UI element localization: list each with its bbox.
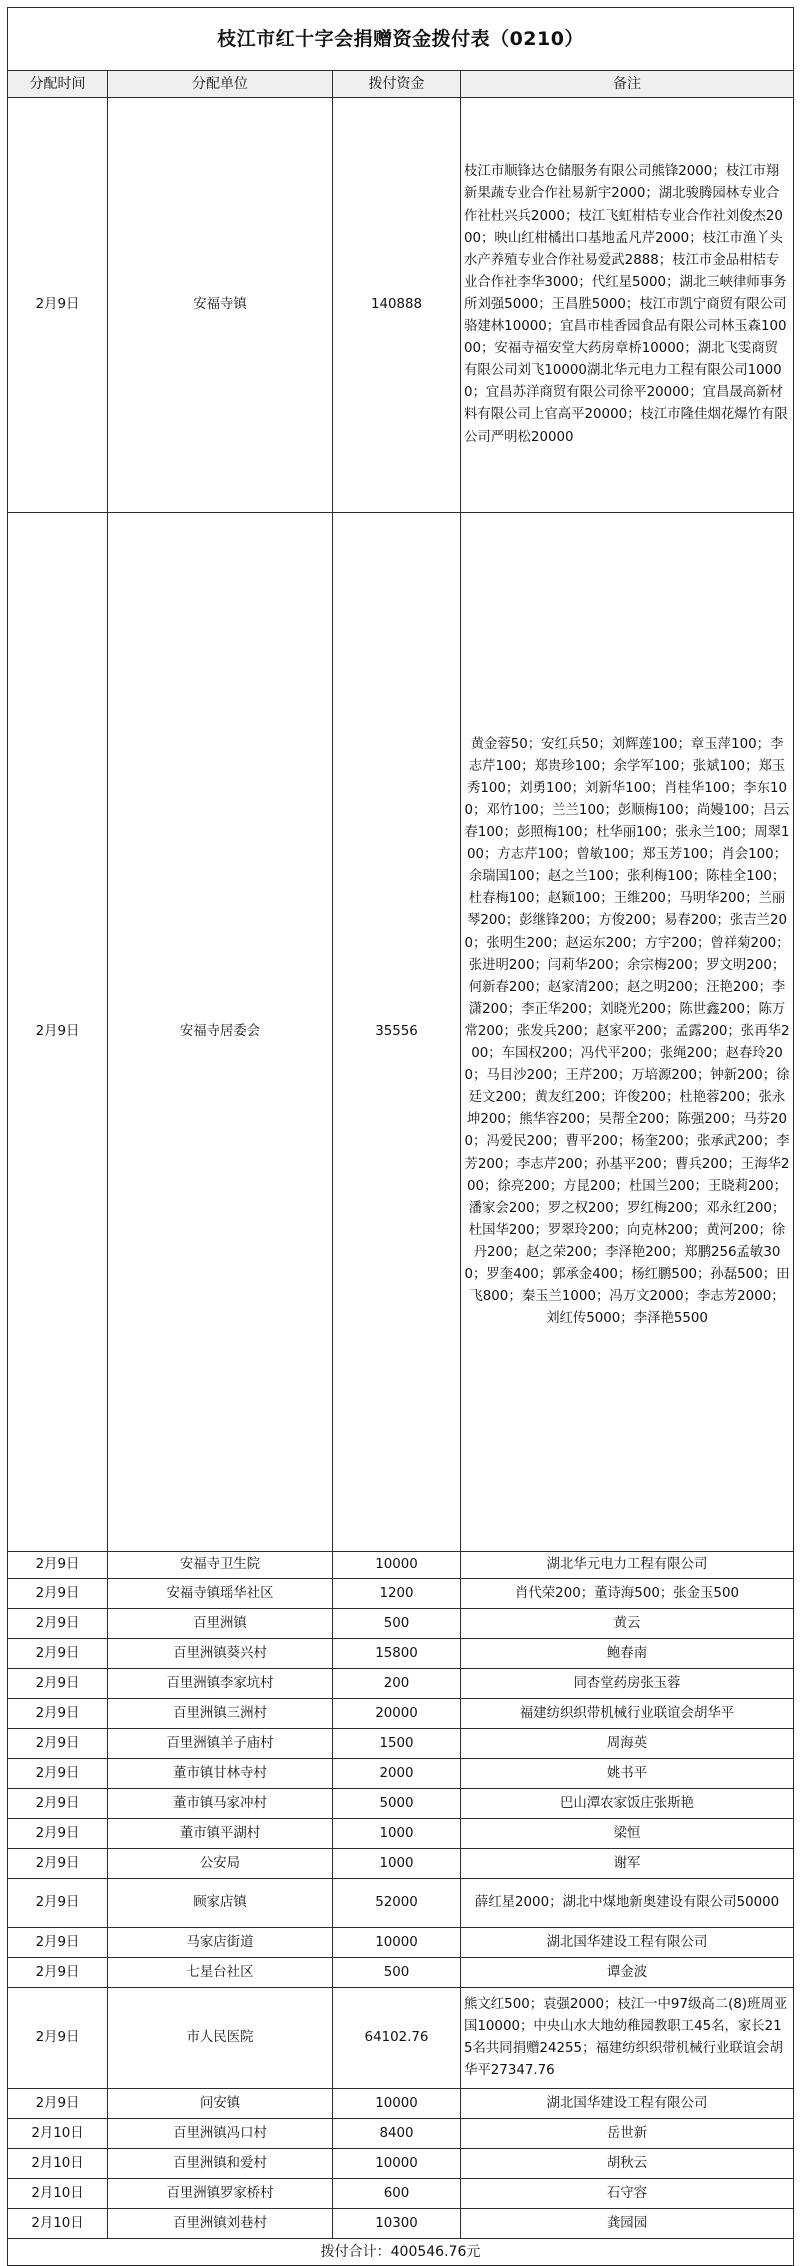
note-cell: 梁恒 bbox=[461, 1819, 794, 1849]
note-cell: 石守容 bbox=[461, 2179, 794, 2209]
note-cell: 黄金蓉50；安红兵50；刘辉莲100；章玉萍100；李志芹100；郑贵珍100；余学军100；张斌100；郑玉秀100；刘勇100；刘新华100；肖桂华100；李东100；邓竹100；兰兰100；彭顺梅100；尚嫚100；吕云春100；彭照梅100；杜华丽100；张永兰100；周翠100；方志芹100；曾敏100；郑玉芳100；肖会100；余瑞国100；赵之兰100；张利梅100；陈桂全100；杜春梅100；赵颖100；王维200；马明华200；兰丽琴200；彭继锋200；方俊200；易春200；张吉兰200；张明生200；赵运东200；方宇200；曾祥菊200；张进明200；闫莉华200；余宗梅200；罗文明200；何新春200；赵家清200；赵之明200；汪艳200；李潇200；李正华200；刘晓光200；陈世鑫200；陈万常200；张发兵200；赵家平200；孟露200；张再华200；车国权200；冯代平200；张绳200；赵春玲200；马目沙200；王芹200；万培源200；钟新200；徐廷文200；黄友红200；许俊200；杜艳蓉200；张永坤200；熊华容200；吴帮全200；陈强200；马芬200；冯爱民200；曹平200；杨奎200；张承武200；李芳200；李志芹200；孙基平200；曹兵200；王海华200；徐亮200；方昆200；杜国兰200；王晓莉200；潘家会200；罗之权200；罗红梅200；邓永红200；杜国华200；罗翠玲200；向克林200；黄河200；徐丹200；赵之荣200；李泽艳200；郑鹏256孟敏300；罗奎400；郭承金400；杨红鹏500；孙磊500；田飞800；秦玉兰1000；冯万文2000；李志芳2000；刘红传5000；李泽艳5500 bbox=[461, 513, 794, 1552]
header-unit: 分配单位 bbox=[108, 71, 333, 98]
unit-cell: 百里洲镇葵兴村 bbox=[108, 1639, 333, 1669]
unit-cell: 七星台社区 bbox=[108, 1958, 333, 1988]
table-row bbox=[8, 1928, 794, 1958]
note-cell: 鲍春南 bbox=[461, 1639, 794, 1669]
header-row bbox=[8, 71, 794, 98]
date-cell: 2月9日 bbox=[8, 1928, 108, 1958]
note-cell: 福建纺织织带机械行业联谊会胡华平 bbox=[461, 1699, 794, 1729]
table-row bbox=[8, 1759, 794, 1789]
note-cell: 姚书平 bbox=[461, 1759, 794, 1789]
date-cell: 2月9日 bbox=[8, 1789, 108, 1819]
date-cell: 2月9日 bbox=[8, 1609, 108, 1639]
table-row bbox=[8, 2089, 794, 2119]
date-cell: 2月10日 bbox=[8, 2209, 108, 2239]
date-cell: 2月10日 bbox=[8, 2119, 108, 2149]
note-cell: 谭金波 bbox=[461, 1958, 794, 1988]
date-cell: 2月9日 bbox=[8, 1639, 108, 1669]
note-cell: 湖北国华建设工程有限公司 bbox=[461, 2089, 794, 2119]
amount-cell: 2000 bbox=[333, 1759, 461, 1789]
amount-cell: 8400 bbox=[333, 2119, 461, 2149]
note-cell: 肖代荣200；董诗海500；张金玉500 bbox=[461, 1579, 794, 1609]
amount-cell: 500 bbox=[333, 1958, 461, 1988]
note-cell: 胡秋云 bbox=[461, 2149, 794, 2179]
unit-cell: 马家店街道 bbox=[108, 1928, 333, 1958]
date-cell: 2月9日 bbox=[8, 98, 108, 513]
amount-cell: 200 bbox=[333, 1669, 461, 1699]
date-cell: 2月9日 bbox=[8, 1552, 108, 1579]
table-row bbox=[8, 1579, 794, 1609]
table-row bbox=[8, 1789, 794, 1819]
unit-cell: 市人民医院 bbox=[108, 1988, 333, 2089]
unit-cell: 问安镇 bbox=[108, 2089, 333, 2119]
table-row bbox=[8, 1552, 794, 1579]
table-row bbox=[8, 1609, 794, 1639]
unit-cell: 董市镇甘林寺村 bbox=[108, 1759, 333, 1789]
amount-cell: 10000 bbox=[333, 1552, 461, 1579]
unit-cell: 百里洲镇 bbox=[108, 1609, 333, 1639]
amount-cell: 1200 bbox=[333, 1579, 461, 1609]
table-row bbox=[8, 1699, 794, 1729]
amount-cell: 10000 bbox=[333, 2089, 461, 2119]
table-row bbox=[8, 2119, 794, 2149]
table-row bbox=[8, 1819, 794, 1849]
note-cell: 枝江市顺锋达仓储服务有限公司熊锋2000；枝江市翔新果蔬专业合作社易新宇2000；湖北骏腾园林专业合作社杜兴兵2000；枝江飞虹柑桔专业合作社刘俊杰2000；映山红柑橘出口基地孟凡芹2000；枝江市渔丫头水产养殖专业合作社易爱武2888；枝江市金品柑桔专业合作社李华3000；代红星5000；湖北三峡律师事务所刘强5000；王昌胜5000；枝江市凯宁商贸有限公司骆建林10000；宜昌市桂香园食品有限公司林玉森10000；安福寺福安堂大药房章桥10000；湖北飞雯商贸有限公司刘飞10000湖北华元电力工程有限公司10000；宜昌苏洋商贸有限公司徐平20000；宜昌晟高新材料有限公司上官高平20000；枝江市隆佳烟花爆竹有限公司严明松20000 bbox=[461, 98, 794, 513]
unit-cell: 安福寺镇瑶华社区 bbox=[108, 1579, 333, 1609]
date-cell: 2月9日 bbox=[8, 2089, 108, 2119]
table-row bbox=[8, 1669, 794, 1699]
unit-cell: 安福寺卫生院 bbox=[108, 1552, 333, 1579]
unit-cell: 董市镇马家冲村 bbox=[108, 1789, 333, 1819]
date-cell: 2月10日 bbox=[8, 2149, 108, 2179]
total-amount: 拨付合计：400546.76元 bbox=[8, 2239, 794, 2266]
date-cell: 2月9日 bbox=[8, 1958, 108, 1988]
amount-cell: 5000 bbox=[333, 1789, 461, 1819]
amount-cell: 10000 bbox=[333, 1928, 461, 1958]
date-cell: 2月9日 bbox=[8, 1819, 108, 1849]
date-cell: 2月9日 bbox=[8, 1759, 108, 1789]
note-cell: 薛红星2000；湖北中煤地新奥建设有限公司50000 bbox=[461, 1879, 794, 1928]
date-cell: 2月9日 bbox=[8, 1579, 108, 1609]
amount-cell: 10300 bbox=[333, 2209, 461, 2239]
date-cell: 2月9日 bbox=[8, 1669, 108, 1699]
unit-cell: 百里洲镇冯口村 bbox=[108, 2119, 333, 2149]
note-cell: 熊文红500；袁强2000；枝江一中97级高二(8)班周亚国10000；中央山水大地幼稚园教职工45名，家长215名共同捐赠24255；福建纺织织带机械行业联谊会胡华平27347.76 bbox=[461, 1988, 794, 2089]
header-note: 备注 bbox=[461, 71, 794, 98]
unit-cell: 百里洲镇李家坑村 bbox=[108, 1669, 333, 1699]
unit-cell: 百里洲镇罗家桥村 bbox=[108, 2179, 333, 2209]
date-cell: 2月9日 bbox=[8, 513, 108, 1552]
unit-cell: 公安局 bbox=[108, 1849, 333, 1879]
date-cell: 2月9日 bbox=[8, 1699, 108, 1729]
amount-cell: 1000 bbox=[333, 1849, 461, 1879]
note-cell: 谢军 bbox=[461, 1849, 794, 1879]
table-row bbox=[8, 2179, 794, 2209]
table-title: 枝江市红十字会捐赠资金拨付表（0210） bbox=[8, 8, 794, 71]
table-row bbox=[8, 1639, 794, 1669]
unit-cell: 百里洲镇刘巷村 bbox=[108, 2209, 333, 2239]
amount-cell: 140888 bbox=[333, 98, 461, 513]
unit-cell: 百里洲镇羊子庙村 bbox=[108, 1729, 333, 1759]
note-cell: 湖北国华建设工程有限公司 bbox=[461, 1928, 794, 1958]
allocation-table bbox=[7, 7, 794, 2266]
table-row bbox=[8, 2209, 794, 2239]
note-cell: 同杏堂药房张玉蓉 bbox=[461, 1669, 794, 1699]
header-date: 分配时间 bbox=[8, 71, 108, 98]
table-row bbox=[8, 1958, 794, 1988]
date-cell: 2月9日 bbox=[8, 1849, 108, 1879]
table-row bbox=[8, 1988, 794, 2089]
amount-cell: 1000 bbox=[333, 1819, 461, 1849]
table-row bbox=[8, 513, 794, 1552]
unit-cell: 安福寺居委会 bbox=[108, 513, 333, 1552]
note-cell: 岳世新 bbox=[461, 2119, 794, 2149]
table-row bbox=[8, 1729, 794, 1759]
amount-cell: 64102.76 bbox=[333, 1988, 461, 2089]
header-amount: 拨付资金 bbox=[333, 71, 461, 98]
date-cell: 2月9日 bbox=[8, 1879, 108, 1928]
amount-cell: 600 bbox=[333, 2179, 461, 2209]
unit-cell: 百里洲镇和爱村 bbox=[108, 2149, 333, 2179]
date-cell: 2月10日 bbox=[8, 2179, 108, 2209]
date-cell: 2月9日 bbox=[8, 1988, 108, 2089]
amount-cell: 52000 bbox=[333, 1879, 461, 1928]
amount-cell: 20000 bbox=[333, 1699, 461, 1729]
note-cell: 周海英 bbox=[461, 1729, 794, 1759]
note-cell: 湖北华元电力工程有限公司 bbox=[461, 1552, 794, 1579]
total-row bbox=[8, 2239, 794, 2266]
unit-cell: 安福寺镇 bbox=[108, 98, 333, 513]
unit-cell: 董市镇平湖村 bbox=[108, 1819, 333, 1849]
table-row bbox=[8, 1879, 794, 1928]
note-cell: 黄云 bbox=[461, 1609, 794, 1639]
amount-cell: 1500 bbox=[333, 1729, 461, 1759]
table-row bbox=[8, 98, 794, 513]
note-cell: 巴山潭农家饭庄张斯艳 bbox=[461, 1789, 794, 1819]
amount-cell: 15800 bbox=[333, 1639, 461, 1669]
note-cell: 龚园园 bbox=[461, 2209, 794, 2239]
amount-cell: 35556 bbox=[333, 513, 461, 1552]
table-row bbox=[8, 1849, 794, 1879]
unit-cell: 百里洲镇三洲村 bbox=[108, 1699, 333, 1729]
date-cell: 2月9日 bbox=[8, 1729, 108, 1759]
table-row bbox=[8, 2149, 794, 2179]
amount-cell: 500 bbox=[333, 1609, 461, 1639]
amount-cell: 10000 bbox=[333, 2149, 461, 2179]
unit-cell: 顾家店镇 bbox=[108, 1879, 333, 1928]
